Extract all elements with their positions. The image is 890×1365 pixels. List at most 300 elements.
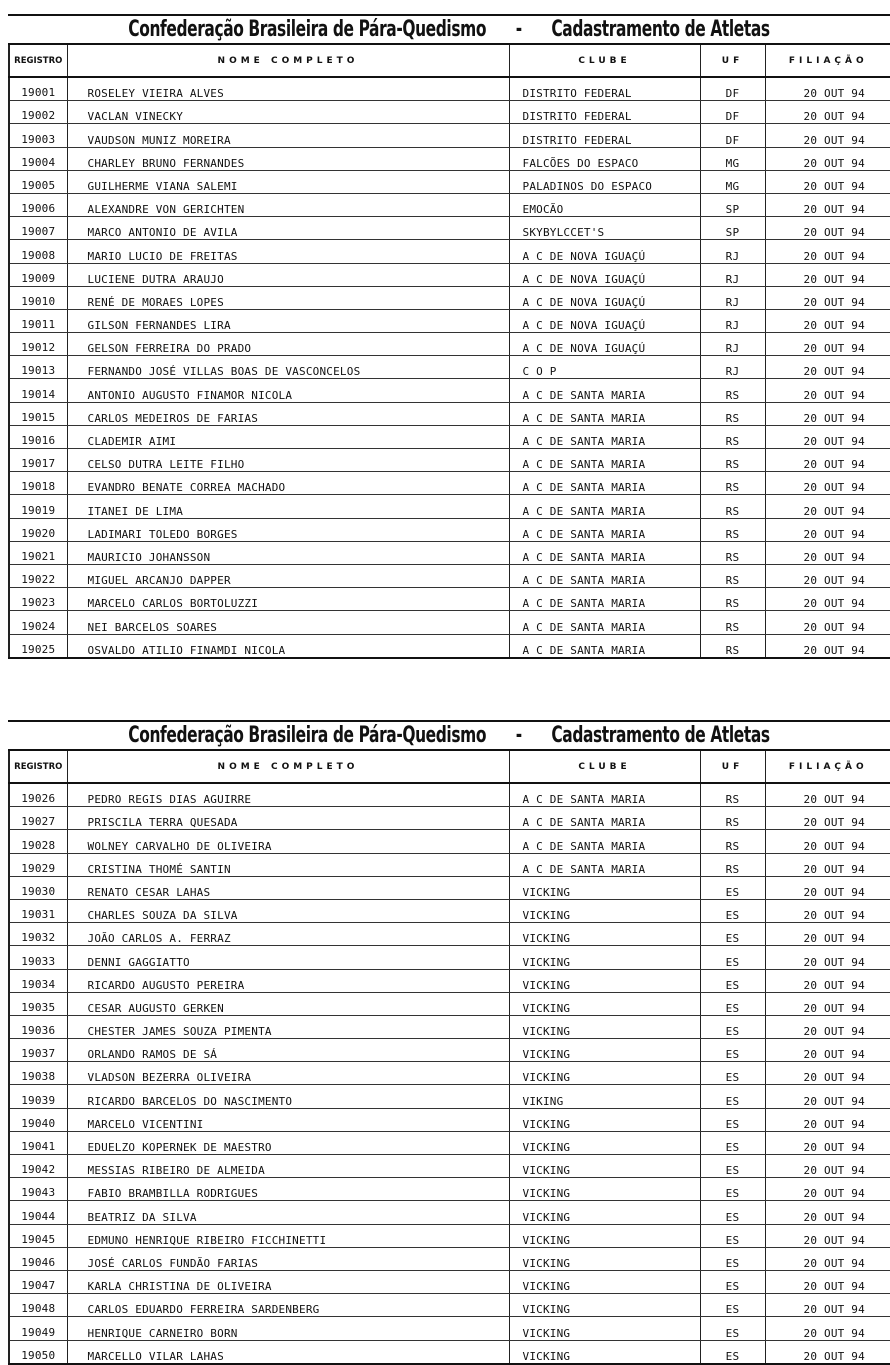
uf-cell: MG bbox=[700, 147, 765, 170]
name-cell: JOSÉ CARLOS FUNDÃO FARIAS bbox=[67, 1247, 509, 1270]
table-row bbox=[9, 634, 890, 658]
name-cell: VLADSON BEZERRA OLIVEIRA bbox=[67, 1062, 509, 1085]
filiacao-cell: 20 OUT 94 bbox=[765, 1224, 890, 1247]
registro-cell: 19028 bbox=[9, 830, 67, 853]
uf-cell: ES bbox=[700, 1108, 765, 1131]
name-cell: ANTONIO AUGUSTO FINAMOR NICOLA bbox=[67, 379, 509, 402]
name-cell: LUCIENE DUTRA ARAUJO bbox=[67, 263, 509, 286]
table-row bbox=[9, 923, 890, 946]
name-cell: CLADEMIR AIMI bbox=[67, 425, 509, 448]
filiacao-cell: 20 OUT 94 bbox=[765, 1085, 890, 1108]
registro-cell: 19005 bbox=[9, 170, 67, 193]
name-cell: CHESTER JAMES SOUZA PIMENTA bbox=[67, 1015, 509, 1038]
filiacao-cell: 20 OUT 94 bbox=[765, 449, 890, 472]
table-row bbox=[9, 1270, 890, 1293]
uf-cell: RS bbox=[700, 379, 765, 402]
filiacao-cell: 20 OUT 94 bbox=[765, 240, 890, 263]
registro-cell: 19015 bbox=[9, 402, 67, 425]
filiacao-cell: 20 OUT 94 bbox=[765, 611, 890, 634]
club-cell: DISTRITO FEDERAL bbox=[509, 101, 700, 124]
table-row bbox=[9, 449, 890, 472]
filiacao-cell: 20 OUT 94 bbox=[765, 899, 890, 922]
registro-cell: 19011 bbox=[9, 309, 67, 332]
table-row bbox=[9, 1062, 890, 1085]
name-cell: CRISTINA THOMÉ SANTIN bbox=[67, 853, 509, 876]
name-cell: NEI BARCELOS SOARES bbox=[67, 611, 509, 634]
table-row bbox=[9, 472, 890, 495]
filiacao-cell: 20 OUT 94 bbox=[765, 1039, 890, 1062]
filiacao-cell: 20 OUT 94 bbox=[765, 1062, 890, 1085]
name-cell: GILSON FERNANDES LIRA bbox=[67, 309, 509, 332]
registro-cell: 19017 bbox=[9, 449, 67, 472]
table-row bbox=[9, 1131, 890, 1154]
uf-cell: ES bbox=[700, 899, 765, 922]
table-row bbox=[9, 946, 890, 969]
club-cell: A C DE NOVA IGUAÇÚ bbox=[509, 333, 700, 356]
club-cell: VICKING bbox=[509, 1015, 700, 1038]
uf-cell: ES bbox=[700, 923, 765, 946]
uf-cell: RS bbox=[700, 425, 765, 448]
table-row bbox=[9, 564, 890, 587]
filiacao-cell: 20 OUT 94 bbox=[765, 830, 890, 853]
filiacao-cell: 20 OUT 94 bbox=[765, 634, 890, 658]
uf-cell: RJ bbox=[700, 240, 765, 263]
table-row bbox=[9, 1015, 890, 1038]
name-cell: EDUELZO KOPERNEK DE MAESTRO bbox=[67, 1131, 509, 1154]
col-header-uf: UF bbox=[700, 44, 765, 77]
registro-cell: 19007 bbox=[9, 217, 67, 240]
registro-cell: 19031 bbox=[9, 899, 67, 922]
registro-cell: 19038 bbox=[9, 1062, 67, 1085]
name-cell: EDMUNO HENRIQUE RIBEIRO FICCHINETTI bbox=[67, 1224, 509, 1247]
table-row bbox=[9, 830, 890, 853]
registro-cell: 19020 bbox=[9, 518, 67, 541]
club-cell: VICKING bbox=[509, 1224, 700, 1247]
club-cell: VICKING bbox=[509, 969, 700, 992]
uf-cell: ES bbox=[700, 1247, 765, 1270]
col-header-registro: REGISTRO bbox=[9, 750, 67, 783]
table-row bbox=[9, 1294, 890, 1317]
uf-cell: ES bbox=[700, 1085, 765, 1108]
uf-cell: ES bbox=[700, 1340, 765, 1364]
filiacao-cell: 20 OUT 94 bbox=[765, 217, 890, 240]
name-cell: PRISCILA TERRA QUESADA bbox=[67, 807, 509, 830]
uf-cell: ES bbox=[700, 1294, 765, 1317]
federation-name: Confederação Brasileira de Pára-Quedismo bbox=[128, 17, 487, 42]
club-cell: SKYBYLCCET'S bbox=[509, 217, 700, 240]
filiacao-cell: 20 OUT 94 bbox=[765, 969, 890, 992]
table-row bbox=[9, 402, 890, 425]
registro-cell: 19037 bbox=[9, 1039, 67, 1062]
registro-cell: 19030 bbox=[9, 876, 67, 899]
name-cell: BEATRIZ DA SILVA bbox=[67, 1201, 509, 1224]
registro-cell: 19009 bbox=[9, 263, 67, 286]
table-row bbox=[9, 286, 890, 309]
table-row bbox=[9, 969, 890, 992]
uf-cell: RS bbox=[700, 449, 765, 472]
club-cell: A C DE SANTA MARIA bbox=[509, 783, 700, 807]
club-cell: A C DE SANTA MARIA bbox=[509, 472, 700, 495]
registro-cell: 19025 bbox=[9, 634, 67, 658]
registro-cell: 19047 bbox=[9, 1270, 67, 1293]
table-row bbox=[9, 876, 890, 899]
uf-cell: ES bbox=[700, 1062, 765, 1085]
filiacao-cell: 20 OUT 94 bbox=[765, 783, 890, 807]
filiacao-cell: 20 OUT 94 bbox=[765, 124, 890, 147]
name-cell: CARLOS MEDEIROS DE FARIAS bbox=[67, 402, 509, 425]
name-cell: CESAR AUGUSTO GERKEN bbox=[67, 992, 509, 1015]
table-row bbox=[9, 147, 890, 170]
filiacao-cell: 20 OUT 94 bbox=[765, 1178, 890, 1201]
club-cell: VICKING bbox=[509, 1039, 700, 1062]
uf-cell: ES bbox=[700, 992, 765, 1015]
uf-cell: RJ bbox=[700, 309, 765, 332]
registro-cell: 19002 bbox=[9, 101, 67, 124]
name-cell: ALEXANDRE VON GERICHTEN bbox=[67, 193, 509, 216]
col-header-nome: NOME COMPLETO bbox=[67, 750, 509, 783]
table-row bbox=[9, 333, 890, 356]
table-row bbox=[9, 170, 890, 193]
registro-cell: 19022 bbox=[9, 564, 67, 587]
uf-cell: RS bbox=[700, 564, 765, 587]
table-row bbox=[9, 101, 890, 124]
registro-cell: 19043 bbox=[9, 1178, 67, 1201]
name-cell: FERNANDO JOSÉ VILLAS BOAS DE VASCONCELOS bbox=[67, 356, 509, 379]
filiacao-cell: 20 OUT 94 bbox=[765, 1015, 890, 1038]
registro-cell: 19024 bbox=[9, 611, 67, 634]
registro-cell: 19036 bbox=[9, 1015, 67, 1038]
table-row bbox=[9, 992, 890, 1015]
table-header-row bbox=[9, 44, 890, 77]
table-row bbox=[9, 77, 890, 101]
filiacao-cell: 20 OUT 94 bbox=[765, 1270, 890, 1293]
name-cell: CHARLES SOUZA DA SILVA bbox=[67, 899, 509, 922]
uf-cell: DF bbox=[700, 101, 765, 124]
registro-cell: 19045 bbox=[9, 1224, 67, 1247]
table-header-row bbox=[9, 750, 890, 783]
registro-cell: 19027 bbox=[9, 807, 67, 830]
athletes-table bbox=[8, 43, 890, 659]
club-cell: VICKING bbox=[509, 923, 700, 946]
club-cell: EMOCÃO bbox=[509, 193, 700, 216]
registro-cell: 19018 bbox=[9, 472, 67, 495]
registration-sheet-2 bbox=[8, 720, 890, 1365]
name-cell: MESSIAS RIBEIRO DE ALMEIDA bbox=[67, 1155, 509, 1178]
filiacao-cell: 20 OUT 94 bbox=[765, 1201, 890, 1224]
uf-cell: SP bbox=[700, 217, 765, 240]
filiacao-cell: 20 OUT 94 bbox=[765, 518, 890, 541]
name-cell: CARLOS EDUARDO FERREIRA SARDENBERG bbox=[67, 1294, 509, 1317]
club-cell: A C DE SANTA MARIA bbox=[509, 634, 700, 658]
filiacao-cell: 20 OUT 94 bbox=[765, 263, 890, 286]
uf-cell: ES bbox=[700, 876, 765, 899]
club-cell: VICKING bbox=[509, 1155, 700, 1178]
table-row bbox=[9, 309, 890, 332]
uf-cell: RS bbox=[700, 541, 765, 564]
club-cell: A C DE NOVA IGUAÇÚ bbox=[509, 309, 700, 332]
club-cell: VICKING bbox=[509, 992, 700, 1015]
col-header-uf: UF bbox=[700, 750, 765, 783]
uf-cell: RJ bbox=[700, 333, 765, 356]
name-cell: KARLA CHRISTINA DE OLIVEIRA bbox=[67, 1270, 509, 1293]
registro-cell: 19029 bbox=[9, 853, 67, 876]
name-cell: ITANEI DE LIMA bbox=[67, 495, 509, 518]
filiacao-cell: 20 OUT 94 bbox=[765, 1317, 890, 1340]
name-cell: GELSON FERREIRA DO PRADO bbox=[67, 333, 509, 356]
club-cell: VICKING bbox=[509, 1108, 700, 1131]
table-row bbox=[9, 263, 890, 286]
uf-cell: ES bbox=[700, 1131, 765, 1154]
uf-cell: ES bbox=[700, 1270, 765, 1293]
name-cell: RENÉ DE MORAES LOPES bbox=[67, 286, 509, 309]
registro-cell: 19001 bbox=[9, 77, 67, 101]
filiacao-cell: 20 OUT 94 bbox=[765, 356, 890, 379]
filiacao-cell: 20 OUT 94 bbox=[765, 807, 890, 830]
club-cell: A C DE SANTA MARIA bbox=[509, 518, 700, 541]
uf-cell: RJ bbox=[700, 356, 765, 379]
registro-cell: 19033 bbox=[9, 946, 67, 969]
table-row bbox=[9, 124, 890, 147]
club-cell: VICKING bbox=[509, 1317, 700, 1340]
col-header-registro: REGISTRO bbox=[9, 44, 67, 77]
federation-name: Confederação Brasileira de Pára-Quedismo bbox=[128, 723, 487, 748]
name-cell: EVANDRO BENATE CORREA MACHADO bbox=[67, 472, 509, 495]
club-cell: PALADINOS DO ESPACO bbox=[509, 170, 700, 193]
registro-cell: 19019 bbox=[9, 495, 67, 518]
registration-sheet-1 bbox=[8, 14, 890, 659]
registro-cell: 19013 bbox=[9, 356, 67, 379]
uf-cell: RS bbox=[700, 588, 765, 611]
registro-cell: 19023 bbox=[9, 588, 67, 611]
filiacao-cell: 20 OUT 94 bbox=[765, 992, 890, 1015]
table-row bbox=[9, 217, 890, 240]
col-header-filiacao: FILIAÇÃO bbox=[765, 44, 890, 77]
uf-cell: RS bbox=[700, 611, 765, 634]
uf-cell: ES bbox=[700, 1201, 765, 1224]
uf-cell: RJ bbox=[700, 263, 765, 286]
uf-cell: RS bbox=[700, 634, 765, 658]
filiacao-cell: 20 OUT 94 bbox=[765, 425, 890, 448]
registro-cell: 19044 bbox=[9, 1201, 67, 1224]
filiacao-cell: 20 OUT 94 bbox=[765, 1294, 890, 1317]
name-cell: GUILHERME VIANA SALEMI bbox=[67, 170, 509, 193]
name-cell: HENRIQUE CARNEIRO BORN bbox=[67, 1317, 509, 1340]
club-cell: VICKING bbox=[509, 876, 700, 899]
filiacao-cell: 20 OUT 94 bbox=[765, 1247, 890, 1270]
title-separator: - bbox=[515, 17, 522, 42]
registro-cell: 19042 bbox=[9, 1155, 67, 1178]
table-row bbox=[9, 240, 890, 263]
table-row bbox=[9, 1317, 890, 1340]
table-row bbox=[9, 611, 890, 634]
club-cell: A C DE SANTA MARIA bbox=[509, 449, 700, 472]
club-cell: VICKING bbox=[509, 1270, 700, 1293]
table-row bbox=[9, 1085, 890, 1108]
name-cell: LADIMARI TOLEDO BORGES bbox=[67, 518, 509, 541]
table-row bbox=[9, 1247, 890, 1270]
uf-cell: RS bbox=[700, 830, 765, 853]
table-row bbox=[9, 1340, 890, 1364]
registro-cell: 19034 bbox=[9, 969, 67, 992]
uf-cell: ES bbox=[700, 1039, 765, 1062]
filiacao-cell: 20 OUT 94 bbox=[765, 472, 890, 495]
filiacao-cell: 20 OUT 94 bbox=[765, 379, 890, 402]
club-cell: VICKING bbox=[509, 1247, 700, 1270]
title-separator: - bbox=[515, 723, 522, 748]
table-row bbox=[9, 1201, 890, 1224]
uf-cell: RS bbox=[700, 807, 765, 830]
table-row bbox=[9, 1224, 890, 1247]
name-cell: VACLAN VINECKY bbox=[67, 101, 509, 124]
registro-cell: 19026 bbox=[9, 783, 67, 807]
filiacao-cell: 20 OUT 94 bbox=[765, 333, 890, 356]
name-cell: MIGUEL ARCANJO DAPPER bbox=[67, 564, 509, 587]
sheet-subject: Cadastramento de Atletas bbox=[551, 17, 770, 42]
name-cell: FABIO BRAMBILLA RODRIGUES bbox=[67, 1178, 509, 1201]
table-row bbox=[9, 807, 890, 830]
club-cell: VICKING bbox=[509, 1131, 700, 1154]
club-cell: A C DE SANTA MARIA bbox=[509, 564, 700, 587]
name-cell: MAURICIO JOHANSSON bbox=[67, 541, 509, 564]
registro-cell: 19046 bbox=[9, 1247, 67, 1270]
filiacao-cell: 20 OUT 94 bbox=[765, 193, 890, 216]
filiacao-cell: 20 OUT 94 bbox=[765, 402, 890, 425]
name-cell: WOLNEY CARVALHO DE OLIVEIRA bbox=[67, 830, 509, 853]
registro-cell: 19040 bbox=[9, 1108, 67, 1131]
filiacao-cell: 20 OUT 94 bbox=[765, 564, 890, 587]
filiacao-cell: 20 OUT 94 bbox=[765, 286, 890, 309]
uf-cell: RS bbox=[700, 853, 765, 876]
uf-cell: ES bbox=[700, 1155, 765, 1178]
club-cell: VICKING bbox=[509, 899, 700, 922]
club-cell: VICKING bbox=[509, 1062, 700, 1085]
club-cell: DISTRITO FEDERAL bbox=[509, 77, 700, 101]
registro-cell: 19008 bbox=[9, 240, 67, 263]
filiacao-cell: 20 OUT 94 bbox=[765, 1340, 890, 1364]
name-cell: RICARDO AUGUSTO PEREIRA bbox=[67, 969, 509, 992]
club-cell: A C DE SANTA MARIA bbox=[509, 495, 700, 518]
filiacao-cell: 20 OUT 94 bbox=[765, 495, 890, 518]
club-cell: C O P bbox=[509, 356, 700, 379]
table-row bbox=[9, 1039, 890, 1062]
club-cell: VIKING bbox=[509, 1085, 700, 1108]
name-cell: ORLANDO RAMOS DE SÁ bbox=[67, 1039, 509, 1062]
filiacao-cell: 20 OUT 94 bbox=[765, 309, 890, 332]
name-cell: RICARDO BARCELOS DO NASCIMENTO bbox=[67, 1085, 509, 1108]
uf-cell: RS bbox=[700, 518, 765, 541]
registro-cell: 19048 bbox=[9, 1294, 67, 1317]
table-row bbox=[9, 588, 890, 611]
name-cell: MARCELO CARLOS BORTOLUZZI bbox=[67, 588, 509, 611]
table-row bbox=[9, 379, 890, 402]
registro-cell: 19012 bbox=[9, 333, 67, 356]
filiacao-cell: 20 OUT 94 bbox=[765, 147, 890, 170]
table-row bbox=[9, 495, 890, 518]
table-row bbox=[9, 1178, 890, 1201]
club-cell: A C DE SANTA MARIA bbox=[509, 425, 700, 448]
uf-cell: ES bbox=[700, 946, 765, 969]
name-cell: MARIO LUCIO DE FREITAS bbox=[67, 240, 509, 263]
name-cell: ROSELEY VIEIRA ALVES bbox=[67, 77, 509, 101]
name-cell: VAUDSON MUNIZ MOREIRA bbox=[67, 124, 509, 147]
name-cell: MARCELLO VILAR LAHAS bbox=[67, 1340, 509, 1364]
table-row bbox=[9, 783, 890, 807]
filiacao-cell: 20 OUT 94 bbox=[765, 541, 890, 564]
col-header-clube: CLUBE bbox=[509, 750, 700, 783]
filiacao-cell: 20 OUT 94 bbox=[765, 946, 890, 969]
filiacao-cell: 20 OUT 94 bbox=[765, 876, 890, 899]
name-cell: DENNI GAGGIATTO bbox=[67, 946, 509, 969]
registro-cell: 19014 bbox=[9, 379, 67, 402]
name-cell: PEDRO REGIS DIAS AGUIRRE bbox=[67, 783, 509, 807]
name-cell: JOÃO CARLOS A. FERRAZ bbox=[67, 923, 509, 946]
uf-cell: RS bbox=[700, 495, 765, 518]
col-header-clube: CLUBE bbox=[509, 44, 700, 77]
name-cell: CHARLEY BRUNO FERNANDES bbox=[67, 147, 509, 170]
club-cell: A C DE NOVA IGUAÇÚ bbox=[509, 286, 700, 309]
table-row bbox=[9, 356, 890, 379]
club-cell: VICKING bbox=[509, 946, 700, 969]
registro-cell: 19016 bbox=[9, 425, 67, 448]
table-row bbox=[9, 193, 890, 216]
filiacao-cell: 20 OUT 94 bbox=[765, 1155, 890, 1178]
club-cell: FALCÕES DO ESPACO bbox=[509, 147, 700, 170]
registro-cell: 19003 bbox=[9, 124, 67, 147]
filiacao-cell: 20 OUT 94 bbox=[765, 170, 890, 193]
filiacao-cell: 20 OUT 94 bbox=[765, 853, 890, 876]
name-cell: CELSO DUTRA LEITE FILHO bbox=[67, 449, 509, 472]
club-cell: A C DE SANTA MARIA bbox=[509, 402, 700, 425]
filiacao-cell: 20 OUT 94 bbox=[765, 1131, 890, 1154]
club-cell: DISTRITO FEDERAL bbox=[509, 124, 700, 147]
club-cell: A C DE NOVA IGUAÇÚ bbox=[509, 240, 700, 263]
club-cell: VICKING bbox=[509, 1294, 700, 1317]
club-cell: VICKING bbox=[509, 1201, 700, 1224]
uf-cell: ES bbox=[700, 969, 765, 992]
registro-cell: 19035 bbox=[9, 992, 67, 1015]
sheet-title bbox=[105, 722, 793, 749]
table-row bbox=[9, 1155, 890, 1178]
uf-cell: RJ bbox=[700, 286, 765, 309]
club-cell: A C DE SANTA MARIA bbox=[509, 611, 700, 634]
table-row bbox=[9, 425, 890, 448]
sheet-title bbox=[105, 16, 793, 43]
name-cell: RENATO CESAR LAHAS bbox=[67, 876, 509, 899]
club-cell: A C DE NOVA IGUAÇÚ bbox=[509, 263, 700, 286]
uf-cell: RS bbox=[700, 783, 765, 807]
name-cell: OSVALDO ATILIO FINAMDI NICOLA bbox=[67, 634, 509, 658]
registro-cell: 19039 bbox=[9, 1085, 67, 1108]
table-row bbox=[9, 541, 890, 564]
registro-cell: 19032 bbox=[9, 923, 67, 946]
club-cell: VICKING bbox=[509, 1178, 700, 1201]
filiacao-cell: 20 OUT 94 bbox=[765, 923, 890, 946]
name-cell: MARCELO VICENTINI bbox=[67, 1108, 509, 1131]
club-cell: VICKING bbox=[509, 1340, 700, 1364]
filiacao-cell: 20 OUT 94 bbox=[765, 1108, 890, 1131]
registro-cell: 19050 bbox=[9, 1340, 67, 1364]
table-row bbox=[9, 1108, 890, 1131]
sheet-subject: Cadastramento de Atletas bbox=[551, 723, 770, 748]
table-row bbox=[9, 899, 890, 922]
col-header-filiacao: FILIAÇÃO bbox=[765, 750, 890, 783]
club-cell: A C DE SANTA MARIA bbox=[509, 853, 700, 876]
registro-cell: 19021 bbox=[9, 541, 67, 564]
filiacao-cell: 20 OUT 94 bbox=[765, 101, 890, 124]
registro-cell: 19049 bbox=[9, 1317, 67, 1340]
uf-cell: DF bbox=[700, 124, 765, 147]
club-cell: A C DE SANTA MARIA bbox=[509, 379, 700, 402]
